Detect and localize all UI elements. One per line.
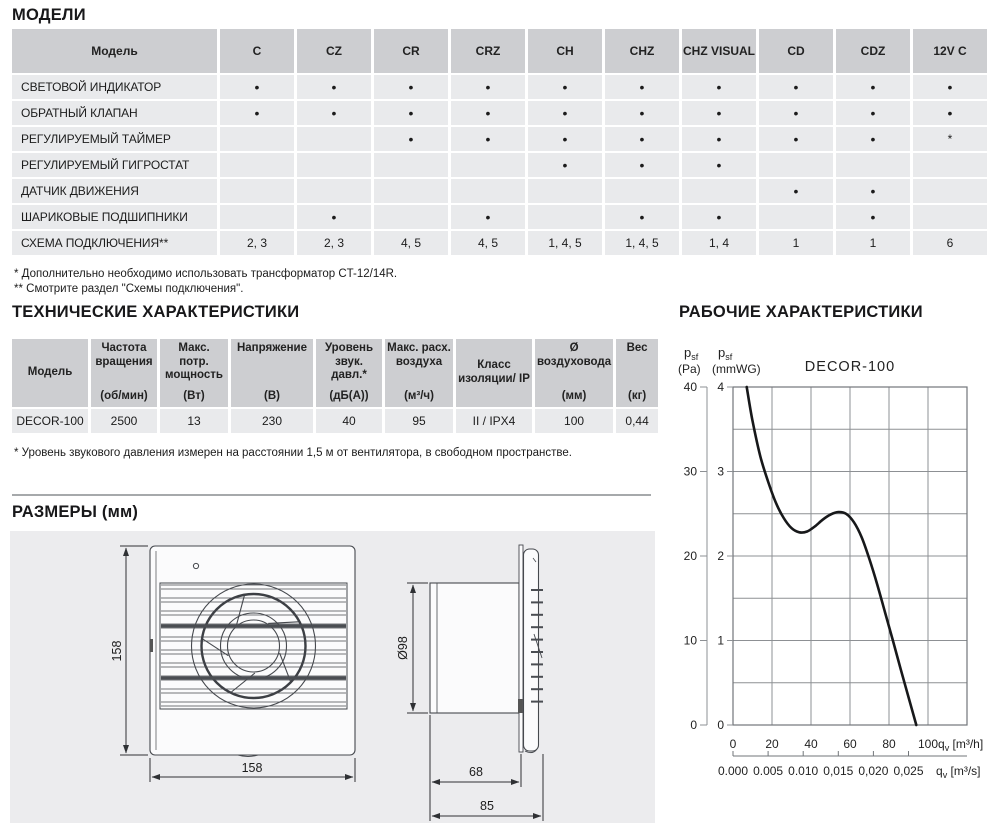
model-column-header: C [220,29,294,73]
feature-cell: 6 [913,231,987,255]
feature-cell: 2, 3 [297,231,371,255]
feature-cell: • [759,75,833,99]
tech-specs-table [9,337,661,435]
svg-text:4: 4 [717,380,724,394]
feature-cell [297,179,371,203]
x-axis-secondary-title: $q_v$ [m³/s] [936,764,981,780]
model-column-header: CZ [297,29,371,73]
dimension-drawings [10,531,655,823]
tech-header-row [12,339,658,407]
feature-label: ДАТЧИК ДВИЖЕНИЯ [12,179,217,203]
side-latch [150,639,153,652]
feature-label: СВЕТОВОЙ ИНДИКАТОР [12,75,217,99]
feature-cell [220,179,294,203]
section-divider [12,494,651,496]
side-view-drawing [430,545,543,753]
feature-label: ШАРИКОВЫЕ ПОДШИПНИКИ [12,205,217,229]
svg-text:0.010: 0.010 [788,764,819,778]
feature-cell: • [451,127,525,151]
feature-cell [682,179,756,203]
feature-cell: • [374,127,448,151]
mmwg-axis-title: $p_{sf}$ [718,345,733,362]
feature-row [12,231,987,255]
feature-cell: • [297,75,371,99]
feature-cell: • [836,179,910,203]
total-depth-dim: 85 [480,799,494,813]
feature-cell [913,179,987,203]
dimensions-panel [10,531,655,823]
tech-cell: 95 [385,409,453,433]
duct-diameter-dim: Ø98 [396,636,410,660]
model-column-header: CH [528,29,602,73]
svg-text:0.000: 0.000 [717,764,749,778]
svg-text:40: 40 [683,380,697,394]
svg-text:(Pa): (Pa) [678,362,701,376]
performance-heading: РАБОЧИЕ ХАРАКТЕРИСТИКИ [679,303,923,321]
feature-cell [220,205,294,229]
feature-cell: • [913,101,987,125]
svg-text:0: 0 [729,737,737,751]
feature-cell: • [451,75,525,99]
feature-cell: • [528,75,602,99]
tech-column-header: Напряжение (В) [231,339,313,407]
feature-cell: • [605,205,679,229]
tech-heading: ТЕХНИЧЕСКИЕ ХАРАКТЕРИСТИКИ [12,303,300,321]
feature-cell [605,179,679,203]
feature-cell: • [682,127,756,151]
model-column-header: CRZ [451,29,525,73]
svg-text:3: 3 [717,464,724,479]
svg-text:20: 20 [765,737,779,751]
feature-cell: • [682,75,756,99]
svg-text:10: 10 [683,633,697,648]
models-table [9,27,990,257]
model-column-header: CHZ VISUAL [682,29,756,73]
svg-text:60: 60 [843,737,857,751]
feature-cell: 1, 4, 5 [528,231,602,255]
models-col-header: Модель [12,29,217,73]
tech-cell: 13 [160,409,228,433]
tech-footnote: * Уровень звукового давления измерен на расстоянии 1,5 м от вентилятора, в свободном пространстве. [14,447,572,459]
svg-text:0,025: 0,025 [893,764,924,778]
feature-cell: • [605,127,679,151]
svg-text:0: 0 [690,718,697,732]
models-footnote-1: * Дополнительно необходимо использовать трансформатор CT-12/14R. [14,268,398,280]
feature-cell [528,205,602,229]
feature-cell: • [297,205,371,229]
latch-detail [518,699,523,713]
model-column-header: CHZ [605,29,679,73]
feature-cell [374,153,448,177]
feature-label: ОБРАТНЫЙ КЛАПАН [12,101,217,125]
svg-text:0,015: 0,015 [823,764,854,778]
feature-row [12,101,987,125]
models-footnote-2: ** Смотрите раздел "Схемы подключения". [14,283,244,295]
feature-row [12,127,987,151]
model-column-header: CDZ [836,29,910,73]
feature-cell: • [836,127,910,151]
svg-text:0,020: 0,020 [858,764,889,778]
feature-cell [220,153,294,177]
feature-cell: 4, 5 [451,231,525,255]
feature-cell [913,205,987,229]
feature-cell [297,127,371,151]
feature-cell: 2, 3 [220,231,294,255]
tech-column-header: Макс. расх. воздуха (м³/ч) [385,339,453,407]
duct-length-dim: 68 [469,765,483,779]
feature-row [12,75,987,99]
feature-cell: 1 [759,231,833,255]
dimensions-heading: РАЗМЕРЫ (мм) [12,503,139,521]
chart-title: DECOR-100 [804,359,896,375]
feature-cell: • [605,153,679,177]
feature-cell: • [605,101,679,125]
feature-cell: • [451,101,525,125]
feature-cell: • [297,101,371,125]
tech-cell: 2500 [91,409,157,433]
feature-cell: • [451,205,525,229]
feature-cell: • [528,101,602,125]
feature-label: РЕГУЛИРУЕМЫЙ ГИГРОСТАТ [12,153,217,177]
feature-cell: • [374,101,448,125]
front-view-drawing [150,546,355,757]
model-column-header: CR [374,29,448,73]
tech-column-header: Класс изоляции/ IP [456,339,532,407]
feature-cell: • [836,101,910,125]
feature-label: РЕГУЛИРУЕМЫЙ ТАЙМЕР [12,127,217,151]
feature-cell: • [528,127,602,151]
feature-cell [913,153,987,177]
feature-cell [374,205,448,229]
svg-text:20: 20 [683,549,697,563]
tech-column-header: Модель [12,339,88,407]
feature-row [12,205,987,229]
feature-cell [297,153,371,177]
svg-text:30: 30 [683,464,697,479]
svg-text:80: 80 [882,737,896,751]
models-heading: МОДЕЛИ [12,6,86,24]
feature-cell: 1, 4 [682,231,756,255]
svg-text:40: 40 [804,737,818,751]
feature-label: СХЕМА ПОДКЛЮЧЕНИЯ** [12,231,217,255]
feature-cell [451,153,525,177]
tech-value-row [12,409,658,433]
feature-cell: • [682,101,756,125]
feature-cell [759,153,833,177]
tech-column-header: Ø воздуховода (мм) [535,339,613,407]
chart-grid [733,387,967,725]
feature-cell [759,205,833,229]
tech-column-header: Вес (кг) [616,339,658,407]
tech-cell: 230 [231,409,313,433]
models-header-row [12,29,987,73]
feature-cell: • [913,75,987,99]
tech-cell: 0,44 [616,409,658,433]
secondary-axis-ruler [733,751,967,756]
svg-text:1: 1 [717,633,724,648]
feature-cell: • [528,153,602,177]
feature-cell: • [220,101,294,125]
tech-column-header: Частота вращения (об/мин) [91,339,157,407]
svg-text:0.005: 0.005 [753,764,784,778]
tech-cell: 40 [316,409,382,433]
feature-cell [220,127,294,151]
feature-cell: • [759,127,833,151]
feature-cell: 1 [836,231,910,255]
feature-cell [528,179,602,203]
pa-axis-title: $p_{sf}$ [684,345,699,362]
feature-cell [451,179,525,203]
feature-cell: 1, 4, 5 [605,231,679,255]
front-height-dim: 158 [110,640,124,662]
feature-cell [836,153,910,177]
feature-cell: • [374,75,448,99]
feature-cell: • [220,75,294,99]
svg-text:(mmWG): (mmWG) [712,362,761,376]
feature-cell: 4, 5 [374,231,448,255]
svg-text:0: 0 [717,718,724,732]
model-column-header: CD [759,29,833,73]
front-width-dim: 158 [241,761,263,775]
feature-cell: • [759,101,833,125]
feature-cell: • [682,153,756,177]
feature-cell: • [836,205,910,229]
feature-cell: • [605,75,679,99]
performance-chart [670,335,1000,795]
feature-cell: • [836,75,910,99]
feature-cell: • [759,179,833,203]
feature-row [12,153,987,177]
tech-column-header: Уровень звук. давл.* (дБ(А)) [316,339,382,407]
feature-cell [374,179,448,203]
feature-cell: • [682,205,756,229]
tech-cell: DECOR-100 [12,409,88,433]
svg-text:100: 100 [917,737,939,751]
tech-cell: 100 [535,409,613,433]
x-axis-title: $q_v$ [m³/h] [938,737,984,753]
feature-cell: * [913,127,987,151]
model-column-header: 12V C [913,29,987,73]
svg-text:2: 2 [717,549,724,563]
tech-cell: II / IPX4 [456,409,532,433]
feature-row [12,179,987,203]
tech-column-header: Макс. потр. мощность (Вт) [160,339,228,407]
